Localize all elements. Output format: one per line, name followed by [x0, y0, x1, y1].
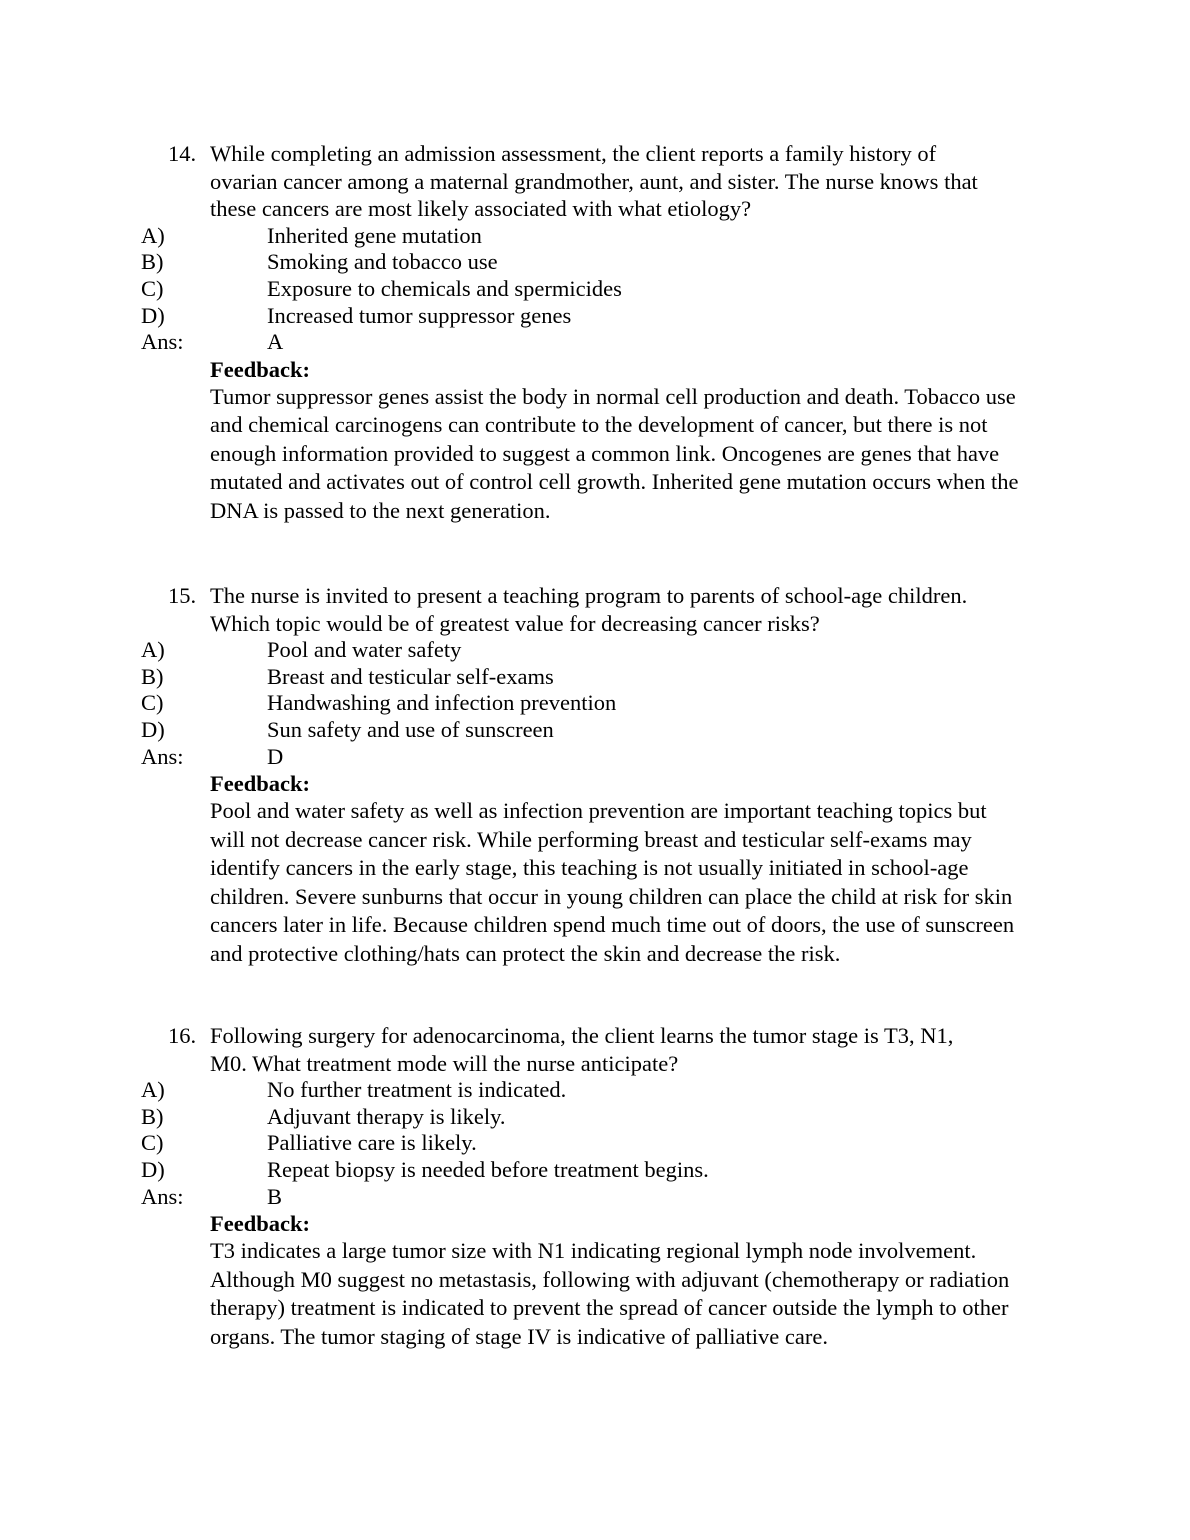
question-stem — [0, 140, 980, 223]
option-letter: A) — [141, 637, 165, 662]
option-letter: C) — [141, 1130, 164, 1156]
feedback-label: Feedback: — [210, 771, 310, 797]
option-text: Pool and water safety — [267, 637, 462, 662]
option-letter: D) — [141, 302, 165, 328]
option-text: Handwashing and infection prevention — [267, 690, 617, 716]
feedback-label: Feedback: — [210, 1211, 310, 1237]
option-b — [0, 249, 1190, 276]
option-c — [0, 690, 1190, 717]
option-text: Inherited gene mutation — [267, 222, 482, 248]
question-number: 15. — [168, 583, 197, 608]
answer-row — [0, 329, 1190, 356]
option-a — [0, 1077, 1190, 1104]
answer-row — [0, 744, 1190, 771]
answer-value: B — [267, 1183, 283, 1209]
answer-value: A — [267, 329, 284, 355]
option-text: Exposure to chemicals and spermicides — [267, 275, 622, 301]
option-text: Sun safety and use of sunscreen — [267, 717, 554, 743]
option-text: Repeat biopsy is needed before treatment begins. — [267, 1157, 709, 1183]
feedback-label: Feedback: — [210, 356, 310, 382]
option-letter: C) — [141, 275, 164, 301]
question-14 — [0, 140, 1190, 525]
feedback-text: Pool and water safety as well as infection prevention are important teaching topics but will not decrease cancer risk. While performing breast and testicular self-exams may identify cancers in the early stage, this teaching is not usually initiated in school-age children. Severe sunburns that occur in young children can place the child at risk for skin cancers later in life. Because children spend much time out of doors, the use of sunscreen and protective clothing/hats can protect the skin and decrease the risk. — [210, 798, 1015, 966]
option-a — [0, 637, 1190, 664]
option-letter: A) — [141, 1077, 165, 1102]
question-stem — [0, 1022, 980, 1077]
option-d — [0, 717, 1190, 744]
option-text: Palliative care is likely. — [267, 1130, 477, 1156]
answer-row — [0, 1184, 1190, 1211]
question-text: Following surgery for adenocarcinoma, the client learns the tumor stage is T3, N1, M0. What treatment mode will the nurse anticipate? — [210, 1023, 954, 1076]
question-number: 16. — [168, 1023, 197, 1048]
question-stem — [0, 582, 980, 637]
question-text: While completing an admission assessment, the client reports a family history of ovarian cancer among a maternal grandmother, aunt, and sister. The nurse knows that these cancers are most likely associated with what etiology? — [210, 141, 978, 221]
option-a — [0, 223, 1190, 250]
answer-label: Ans: — [141, 1183, 184, 1209]
option-letter: D) — [141, 717, 165, 743]
question-text: The nurse is invited to present a teaching program to parents of school-age children. Which topic would be of greatest value for decreasing cancer risks? — [210, 583, 968, 636]
question-15 — [0, 582, 1190, 968]
option-d — [0, 303, 1190, 330]
option-d — [0, 1157, 1190, 1184]
answer-label: Ans: — [141, 329, 184, 355]
option-letter: B) — [141, 1103, 164, 1129]
option-text: Smoking and tobacco use — [267, 249, 498, 275]
option-letter: B) — [141, 249, 164, 275]
answer-value: D — [267, 743, 284, 769]
option-text: Increased tumor suppressor genes — [267, 302, 572, 328]
option-letter: A) — [141, 222, 165, 248]
question-number: 14. — [168, 141, 197, 166]
option-letter: D) — [141, 1157, 165, 1183]
option-b — [0, 664, 1190, 691]
option-c — [0, 276, 1190, 303]
option-c — [0, 1130, 1190, 1157]
feedback-text: T3 indicates a large tumor size with N1 indicating regional lymph node involvement. Although M0 suggest no metastasis, following with adjuvant (chemotherapy or radiation therapy) treatment is indicated to prevent the spread of cancer outside the lymph to other organs. The tumor staging of stage IV is indicative of palliative care. — [210, 1238, 1010, 1349]
option-text: Breast and testicular self-exams — [267, 663, 554, 689]
option-text: Adjuvant therapy is likely. — [267, 1103, 506, 1129]
answer-label: Ans: — [141, 743, 184, 769]
question-16 — [0, 1022, 1190, 1351]
feedback-text: Tumor suppressor genes assist the body in normal cell production and death. Tobacco use and chemical carcinogens can contribute to the development of cancer, but there is not enough information provided to suggest a common link. Oncogenes are genes that have mutated and activates out of control cell growth. Inherited gene mutation occurs when the DNA is passed to the next generation. — [210, 383, 1019, 523]
option-letter: B) — [141, 663, 164, 689]
option-text: No further treatment is indicated. — [267, 1077, 567, 1102]
option-letter: C) — [141, 690, 164, 716]
option-b — [0, 1104, 1190, 1131]
